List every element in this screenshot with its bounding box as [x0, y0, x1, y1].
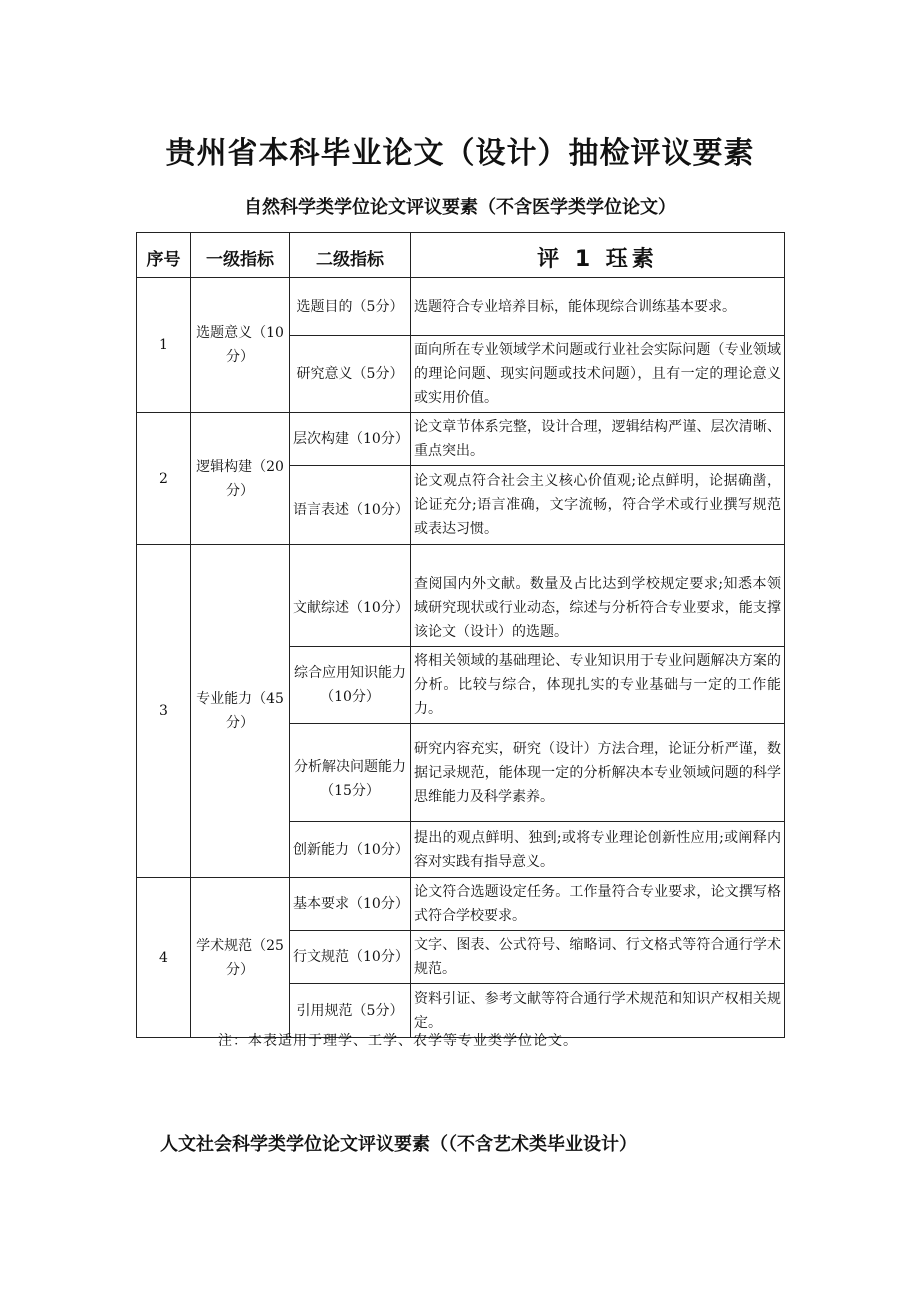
table-note: 注：本表适用于理学、工学、农学等专业类学位论文。	[218, 1033, 578, 1049]
level1-indicator: 专业能力（45分）	[191, 545, 290, 878]
level2-indicator: 研究意义（5分）	[290, 336, 411, 413]
criteria-text: 研究内容充实，研究（设计）方法合理，论证分析严谨，数据记录规范，能体现一定的分析解决本专业领域问题的科学思维能力及科学素养。	[411, 724, 785, 822]
criteria-text: 查阅国内外文献。数量及占比达到学校规定要求;知悉本领域研究现状或行业动态，综述与分析符合专业要求，能支撑该论文（设计）的选题。	[411, 545, 785, 647]
criteria-text: 资料引证、参考文献等符合通行学术规范和知识产权相关规定。	[411, 984, 785, 1038]
level2-indicator: 基本要求（10分）	[290, 878, 411, 931]
level1-indicator: 逻辑构建（20分）	[191, 413, 290, 545]
table-row	[137, 278, 785, 336]
row-index: 2	[137, 413, 191, 545]
header-index: 序号	[137, 233, 191, 278]
level2-indicator: 综合应用知识能力（10分）	[290, 647, 411, 724]
table-row	[137, 413, 785, 466]
level1-indicator: 学术规范（25分）	[191, 878, 290, 1038]
table-row	[137, 878, 785, 931]
criteria-text: 论文符合选题设定任务。工作量符合专业要求，论文撰写格式符合学校要求。	[411, 878, 785, 931]
level2-indicator: 引用规范（5分）	[290, 984, 411, 1038]
criteria-text: 面向所在专业领域学术问题或行业社会实际问题（专业领域的理论问题、现实问题或技术问题），且有一定的理论意义或实用价值。	[411, 336, 785, 413]
header-level2: 二级指标	[290, 233, 411, 278]
criteria-text: 提出的观点鲜明、独到;或将专业理论创新性应用;或阐释内容对实践有指导意义。	[411, 822, 785, 878]
page-title: 贵州省本科毕业论文（设计）抽检评议要素	[165, 136, 755, 171]
table-row	[137, 545, 785, 647]
level2-indicator: 语言表述（10分）	[290, 466, 411, 545]
criteria-text: 论文观点符合社会主义核心价值观;论点鲜明，论据确凿，论证充分;语言准确，文字流畅，符合学术或行业撰写规范或表达习惯。	[411, 466, 785, 545]
row-index: 1	[137, 278, 191, 413]
row-index: 3	[137, 545, 191, 878]
table-subtitle: 自然科学类学位论文评议要素（不含医学类学位论文）	[244, 197, 676, 218]
level2-indicator: 文献综述（10分）	[290, 545, 411, 647]
header-level1: 一级指标	[191, 233, 290, 278]
level2-indicator: 行文规范（10分）	[290, 931, 411, 984]
level2-indicator: 层次构建（10分）	[290, 413, 411, 466]
criteria-text: 将相关领域的基础理论、专业知识用于专业问题解决方案的分析。比较与综合，体现扎实的专业基础与一定的工作能力。	[411, 647, 785, 724]
level2-indicator: 选题目的（5分）	[290, 278, 411, 336]
level1-indicator: 选题意义（10分）	[191, 278, 290, 413]
section-subtitle: 人文社会科学类学位论文评议要素（（不含艺术类毕业设计）	[160, 1134, 637, 1155]
criteria-text: 选题符合专业培养目标，能体现综合训练基本要求。	[411, 278, 785, 336]
criteria-text: 文字、图表、公式符号、缩略词、行文格式等符合通行学术规范。	[411, 931, 785, 984]
table-header-row	[137, 233, 785, 278]
header-criteria: 评 1 珏素	[411, 233, 785, 278]
level2-indicator: 创新能力（10分）	[290, 822, 411, 878]
level2-indicator: 分析解决问题能力（15分）	[290, 724, 411, 822]
evaluation-table	[136, 232, 785, 1038]
criteria-text: 论文章节体系完整，设计合理，逻辑结构严谨、层次清晰、重点突出。	[411, 413, 785, 466]
row-index: 4	[137, 878, 191, 1038]
